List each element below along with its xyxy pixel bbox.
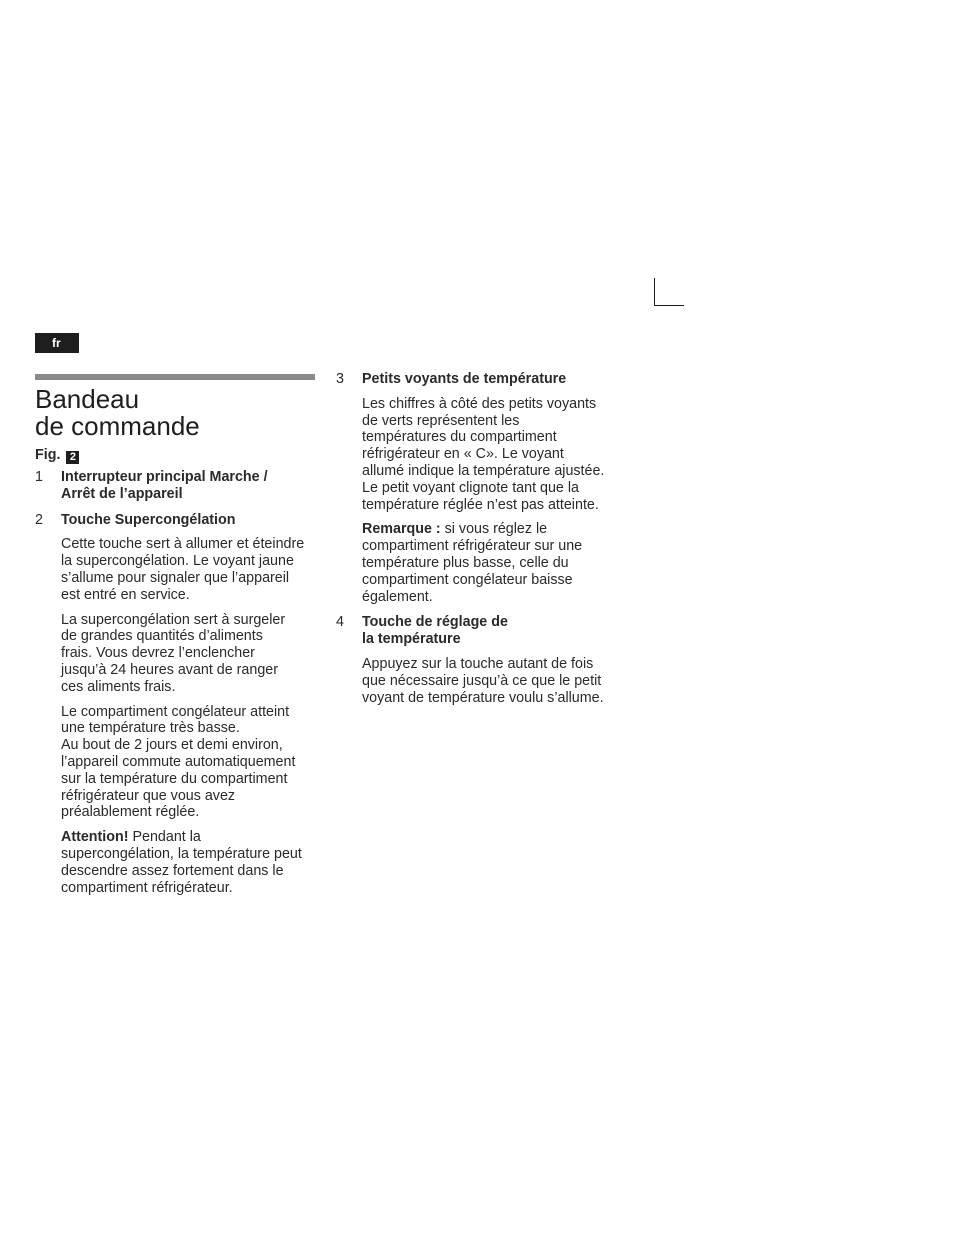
paragraph-line: allumé indique la température ajustée. bbox=[362, 462, 605, 479]
section-title bbox=[35, 386, 200, 440]
list-item-number: 4 bbox=[336, 614, 344, 631]
crop-mark-horizontal bbox=[654, 305, 684, 306]
paragraph bbox=[362, 396, 626, 514]
paragraph-line: La supercongélation sert à surgeler bbox=[61, 611, 286, 628]
paragraph-line: la supercongélation. Le voyant jaune bbox=[61, 553, 294, 570]
list-item-heading bbox=[336, 371, 626, 388]
list-item-title-line: Petits voyants de température bbox=[362, 371, 567, 387]
list-item-heading bbox=[35, 469, 325, 503]
figure-label: Fig. bbox=[35, 447, 61, 463]
paragraph-line: préalablement réglée. bbox=[61, 804, 200, 821]
paragraph-line: s’allume pour signaler que l’appareil bbox=[61, 569, 290, 586]
list-item-number: 1 bbox=[35, 469, 43, 485]
paragraph-line: Appuyez sur la touche autant de fois bbox=[362, 655, 594, 672]
paragraph bbox=[61, 704, 325, 822]
paragraph-line bbox=[61, 829, 325, 846]
figure-reference bbox=[35, 447, 325, 464]
paragraph-line: ces aliments frais. bbox=[61, 678, 176, 695]
title-rule bbox=[35, 374, 315, 380]
list-item-4 bbox=[336, 614, 626, 706]
list-item-number: 2 bbox=[35, 511, 43, 528]
paragraph-line: de verts représentent les bbox=[362, 412, 520, 429]
paragraph-line: l’appareil commute automatiquement bbox=[61, 753, 296, 770]
paragraph-text: si vous réglez le bbox=[440, 521, 548, 538]
list-item-1 bbox=[35, 469, 325, 503]
list-item-title-line: Touche de réglage de bbox=[362, 614, 508, 631]
list-item-title-line: la température bbox=[362, 631, 461, 648]
paragraph-line: compartiment congélateur baisse bbox=[362, 571, 573, 588]
paragraph-line: également. bbox=[362, 588, 433, 605]
paragraph-line: sur la température du compartiment bbox=[61, 770, 288, 787]
paragraph-line: voyant de température voulu s’allume. bbox=[362, 689, 604, 706]
paragraph-line: une température très basse. bbox=[61, 720, 240, 737]
paragraph-line: frais. Vous devrez l’enclencher bbox=[61, 645, 255, 662]
paragraph-line: réfrigérateur que vous avez bbox=[61, 787, 236, 804]
paragraph-line: compartiment réfrigérateur sur une bbox=[362, 538, 583, 555]
list-item-title-line: Touche Supercongélation bbox=[61, 511, 236, 528]
list-item-2 bbox=[35, 512, 325, 897]
paragraph-line: de grandes quantités d’aliments bbox=[61, 628, 263, 645]
paragraph-line: Le compartiment congélateur atteint bbox=[61, 703, 290, 720]
attention-lead: Attention! bbox=[61, 829, 129, 846]
paragraph bbox=[362, 656, 626, 706]
list-item-title-line: Arrêt de l’appareil bbox=[61, 485, 183, 502]
remark-lead: Remarque : bbox=[362, 521, 441, 538]
paragraph-line: Cette touche sert à allumer et éteindre bbox=[61, 536, 305, 553]
paragraph-line: température plus basse, celle du bbox=[362, 554, 569, 571]
paragraph-line: compartiment réfrigérateur. bbox=[61, 879, 233, 896]
section-title-line: de commande bbox=[35, 411, 200, 441]
figure-number-badge: 2 bbox=[66, 451, 79, 464]
list-item-title-line: Interrupteur principal Marche / bbox=[61, 469, 268, 485]
paragraph-line: température réglée n’est pas atteinte. bbox=[362, 496, 599, 513]
paragraph bbox=[61, 612, 325, 696]
list-item-3 bbox=[336, 371, 626, 605]
paragraph-line: descendre assez fortement dans le bbox=[61, 862, 284, 879]
list-item-number: 3 bbox=[336, 371, 344, 387]
paragraph-line: jusqu’à 24 heures avant de ranger bbox=[61, 661, 278, 678]
paragraph-line: que nécessaire jusqu’à ce que le petit bbox=[362, 672, 602, 689]
list-item-heading bbox=[336, 614, 626, 648]
attention-paragraph bbox=[61, 829, 325, 896]
right-column bbox=[336, 371, 626, 706]
paragraph-line: est entré en service. bbox=[61, 586, 190, 603]
paragraph-line: réfrigérateur en « C». Le voyant bbox=[362, 446, 564, 463]
list-item-heading bbox=[35, 512, 325, 529]
paragraph-line: Les chiffres à côté des petits voyants bbox=[362, 395, 597, 412]
remark-paragraph bbox=[362, 521, 626, 605]
paragraph-text: Pendant la bbox=[128, 829, 201, 846]
crop-mark-vertical bbox=[654, 278, 655, 306]
section-title-line: Bandeau bbox=[35, 384, 140, 414]
paragraph-line bbox=[362, 521, 626, 538]
paragraph-line: températures du compartiment bbox=[362, 429, 557, 446]
paragraph-line: Au bout de 2 jours et demi environ, bbox=[61, 737, 283, 754]
paragraph-line: supercongélation, la température peut bbox=[61, 845, 302, 862]
paragraph-line: Le petit voyant clignote tant que la bbox=[362, 479, 579, 496]
paragraph bbox=[61, 536, 325, 603]
language-tab: fr bbox=[35, 333, 79, 353]
left-column bbox=[35, 447, 325, 896]
